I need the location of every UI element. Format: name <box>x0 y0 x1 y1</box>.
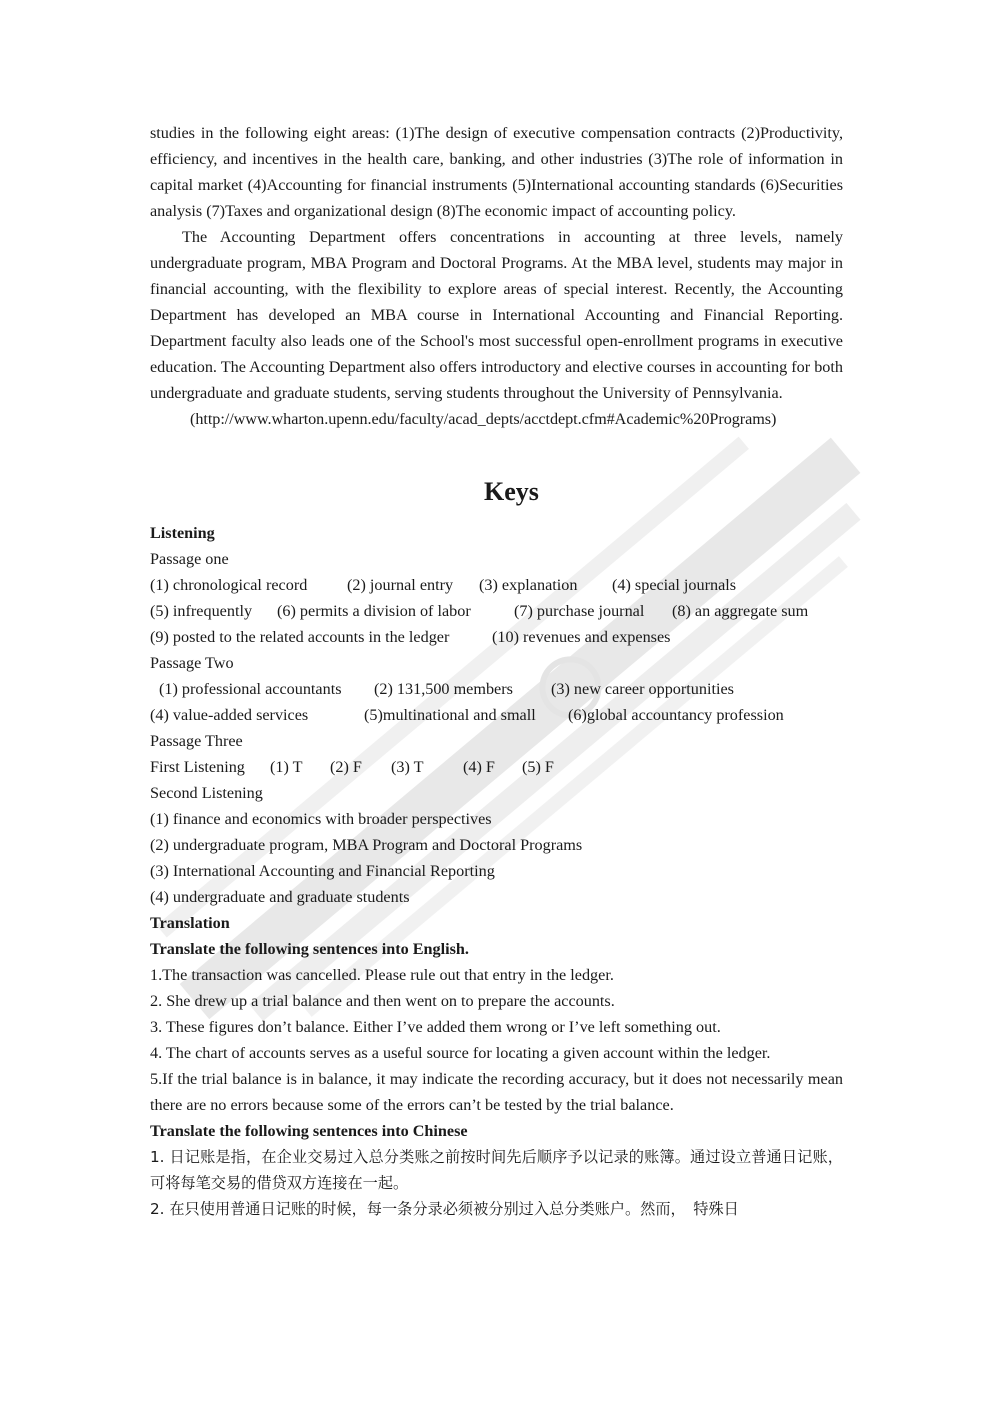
answer-item: (1) professional accountants <box>159 680 342 698</box>
answer-item: (5) F <box>522 758 554 776</box>
to-chinese-heading: Translate the following sentences into Chinese <box>150 1122 468 1140</box>
passage-three-label: Passage Three <box>150 732 243 750</box>
answer-item: (9) posted to the related accounts in the ledger <box>150 628 450 646</box>
answer-item: (2) 131,500 members <box>374 680 513 698</box>
answer-item: (1) chronological record <box>150 576 308 594</box>
passage-one-row-3 <box>150 624 843 650</box>
first-listening-label: First Listening <box>150 758 245 776</box>
passage-one-row-1 <box>150 572 843 598</box>
answer-item: (3) T <box>391 758 424 776</box>
answer-item: (4) F <box>463 758 495 776</box>
answer-item: (2) journal entry <box>347 576 454 594</box>
answer-item: (7) purchase journal <box>514 602 645 620</box>
answer-item: (4) special journals <box>612 576 737 594</box>
chinese-sentence: 1. 日记账是指，在企业交易过入总分类账之前按时间先后顺序予以记录的账簿。通过设立普通日记账，可将每笔交易的借贷双方连接在一起。 <box>150 1148 843 1192</box>
passage-two-row-1 <box>150 676 843 702</box>
answer-item: (5)multinational and small <box>364 706 536 724</box>
intro-paragraph-1: studies in the following eight areas: (1)The design of executive compensation contracts (2)Productivity, efficiency, and incentives in the health care, banking, and other industries (3)The role of information in capital market (4)Accounting for financial instruments (5)International accounting standards (6)Securities analysis (7)Taxes and organizational design (8)The economic impact of accounting policy. <box>150 124 843 220</box>
answer-item: (1) T <box>270 758 303 776</box>
english-sentence: 2. She drew up a trial balance and then went on to prepare the accounts. <box>150 992 615 1010</box>
english-sentence: 4. The chart of accounts serves as a useful source for locating a given account within the ledger. <box>150 1044 771 1062</box>
to-english-heading: Translate the following sentences into English. <box>150 940 469 958</box>
passage-two-label: Passage Two <box>150 654 234 672</box>
keys-title: Keys <box>484 477 539 506</box>
english-sentence: 3. These figures don’t balance. Either I’ve added them wrong or I’ve left something out. <box>150 1018 721 1036</box>
answer-item: (8) an aggregate sum <box>672 602 809 620</box>
answer-item: (3) new career opportunities <box>551 680 734 698</box>
second-listening-item: (3) International Accounting and Financial Reporting <box>150 862 495 880</box>
answer-item: (6) permits a division of labor <box>277 602 471 620</box>
second-listening-item: (2) undergraduate program, MBA Program and Doctoral Programs <box>150 836 583 854</box>
answer-item: (3) explanation <box>479 576 578 594</box>
answer-item: (6)global accountancy profession <box>568 706 784 724</box>
passage-one-row-2 <box>150 598 843 624</box>
second-listening-item: (4) undergraduate and graduate students <box>150 888 410 906</box>
second-listening-label: Second Listening <box>150 784 263 802</box>
english-sentence: 1.The transaction was cancelled. Please rule out that entry in the ledger. <box>150 966 614 984</box>
chinese-sentence: 2. 在只使用普通日记账的时候，每一条分录必须被分别过入总分类账户。然而， 特殊日 <box>150 1200 739 1218</box>
answer-item: (5) infrequently <box>150 602 253 620</box>
source-url: (http://www.wharton.upenn.edu/faculty/acad_depts/acctdept.cfm#Academic%20Programs) <box>190 410 777 428</box>
second-listening-item: (1) finance and economics with broader perspectives <box>150 810 492 828</box>
translation-heading: Translation <box>150 914 230 932</box>
passage-one-label: Passage one <box>150 550 229 568</box>
passage-two-row-2 <box>150 702 843 728</box>
first-listening-row <box>150 754 843 780</box>
answer-item: (10) revenues and expenses <box>492 628 671 646</box>
answer-item: (2) F <box>330 758 362 776</box>
document-page <box>150 120 843 1222</box>
answer-item: (4) value-added services <box>150 706 309 724</box>
intro-paragraph-2: The Accounting Department offers concentrations in accounting at three levels, namely undergraduate program, MBA Program and Doctoral Programs. At the MBA level, students may major in financial accounting, with the flexibility to explore areas of special interest. Recently, the Accounting Department has developed an MBA course in International Accounting and Financial Reporting. Department faculty also leads one of the School's most successful open-enrollment programs in executive education. The Accounting Department also offers introductory and elective courses in accounting for both undergraduate and graduate students, serving students throughout the University of Pennsylvania. <box>150 228 843 402</box>
english-sentence: 5.If the trial balance is in balance, it may indicate the recording accuracy, but it does not necessarily mean there are no errors because some of the errors can’t be tested by the trial balance. <box>150 1070 843 1114</box>
listening-heading: Listening <box>150 524 215 542</box>
